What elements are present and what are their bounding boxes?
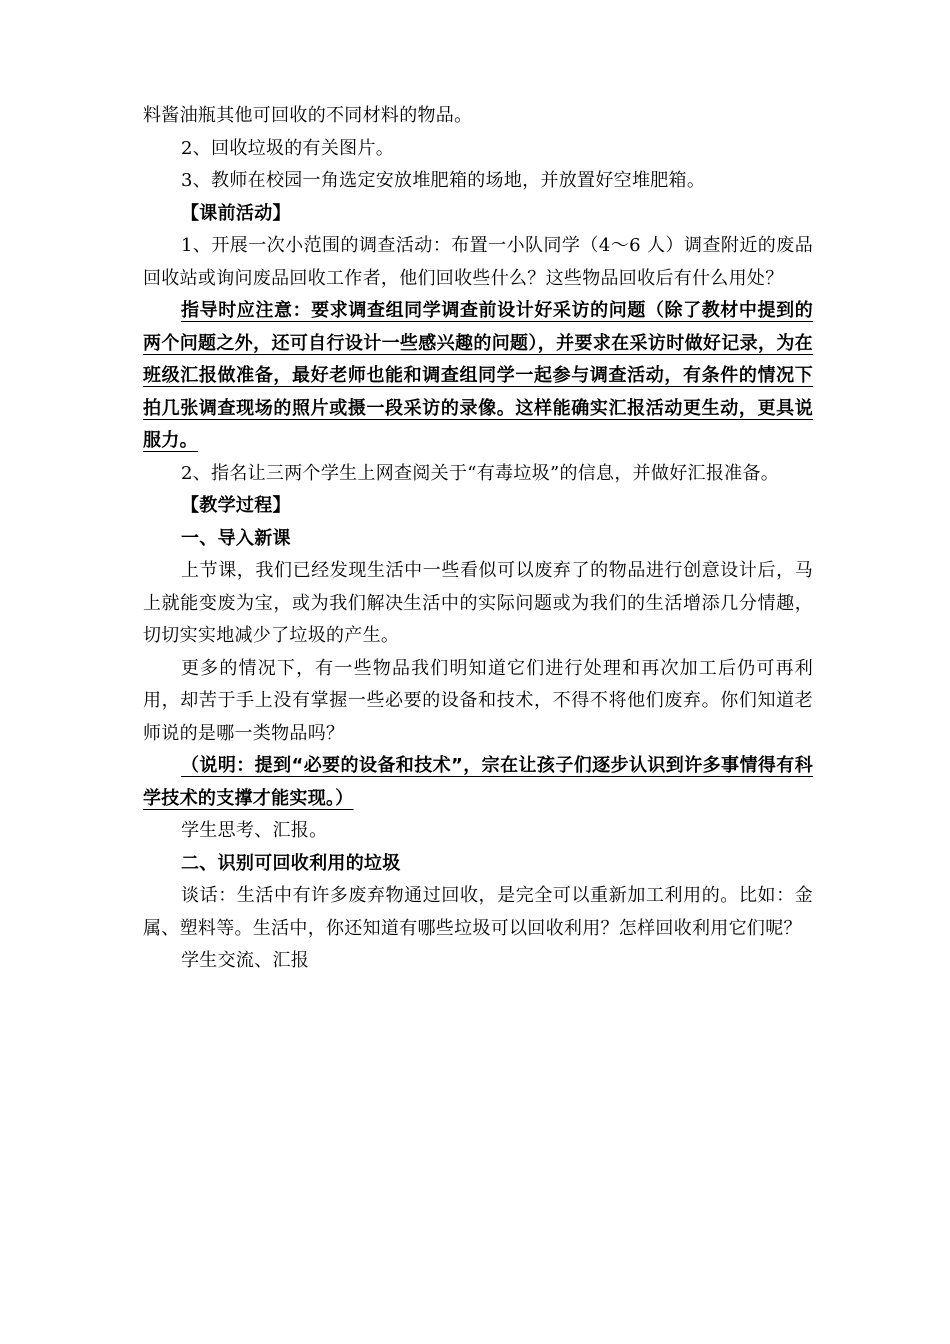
heading-section-intro: 一、导入新课 bbox=[181, 527, 291, 549]
note-guidance: 指导时应注意：要求调查组同学调查前设计好采访的问题（除了教材中提到的两个问题之外，还可自行设计一些感兴趣的问题），并要求在采访时做好记录，为在班级汇报做准备，最好老师也能和调查组同学一起参与调查活动，有条件的情况下拍几张调查现场的照片或摄一段采访的录像。这样能确实汇报活动更生动，更具说服力。 bbox=[143, 300, 813, 451]
paragraph-talk: 谈话：生活中有许多废弃物通过回收，是完全可以重新加工利用的。比如：金属、塑料等。生活中，你还知道有哪些垃圾可以回收利用？怎样回收利用它们呢？ bbox=[143, 885, 813, 939]
paragraph-student-think: 学生思考、汇报。 bbox=[181, 820, 328, 841]
heading-teaching-process: 【教学过程】 bbox=[181, 495, 291, 516]
paragraph-continued-materials: 料酱油瓶其他可回收的不同材料的物品。 bbox=[143, 105, 473, 126]
heading-section-recyclable: 二、识别可回收利用的垃圾 bbox=[181, 852, 401, 874]
heading-pre-class-activity: 【课前活动】 bbox=[181, 202, 291, 224]
paragraph-student-exchange: 学生交流、汇报 bbox=[181, 950, 310, 971]
paragraph-activity-1: 1、开展一次小范围的调查活动：布置一小队同学（4～6 人）调查附近的废品回收站或询问废品回收工作者，他们回收些什么？这些物品回收后有什么用处？ bbox=[143, 235, 813, 289]
paragraph-activity-2: 2、指名让三两个学生上网查阅关于“有毒垃圾”的信息，并做好汇报准备。 bbox=[181, 462, 780, 484]
paragraph-intro-2: 更多的情况下，有一些物品我们明知道它们进行处理和再次加工后仍可再利用，却苦于手上没有掌握一些必要的设备和技术，不得不将他们废弃。你们知道老师说的是哪一类物品吗？ bbox=[143, 657, 813, 744]
paragraph-prep-item-3: 3、教师在校园一角选定安放堆肥箱的场地，并放置好空堆肥箱。 bbox=[181, 170, 706, 191]
document-page bbox=[143, 100, 813, 978]
paragraph-prep-item-2: 2、回收垃圾的有关图片。 bbox=[181, 137, 395, 159]
note-explanation: （说明：提到“必要的设备和技术”，宗在让孩子们逐步认识到许多事情得有科学技术的支撑才能实现。） bbox=[143, 755, 813, 809]
paragraph-intro-1: 上节课，我们已经发现生活中一些看似可以废弃了的物品进行创意设计后，马上就能变废为宝，或为我们解决生活中的实际问题或为我们的生活增添几分情趣，切切实实地减少了垃圾的产生。 bbox=[143, 560, 813, 646]
